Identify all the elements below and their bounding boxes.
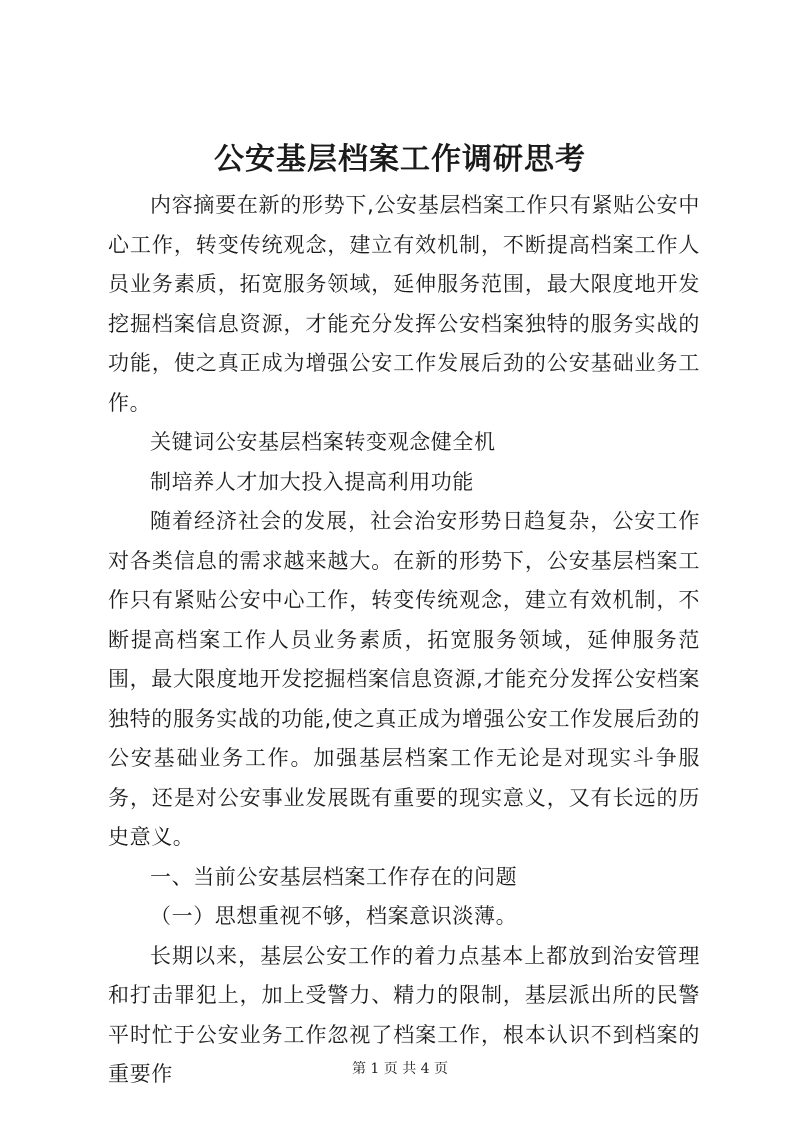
subsection-heading: （一）思想重视不够，档案意识淡薄。 — [150, 904, 518, 928]
section-heading: 一、当前公安基层档案工作存在的问题 — [150, 864, 518, 889]
abstract-paragraph: 内容摘要在新的形势下,公安基层档案工作只有紧贴公安中心工作，转变传统观念，建立有效机制，不断提高档案工作人员业务素质，拓宽服务领域，延伸服务范围，最大限度地开发挖掘档案信息资源，才能充分发挥公安档案独特的服务实战的功能，使之真正成为增强公安工作发展后劲的公安基础业务工作。 — [108, 193, 700, 415]
body-paragraph: 长期以来，基层公安工作的着力点基本上都放到治安管理和打击罪犯上，加上受警力、精力的限制，基层派出所的民警平时忙于公安业务工作忽视了档案工作，根本认识不到档案的重要作 — [108, 943, 700, 1086]
intro-paragraph: 随着经济社会的发展，社会治安形势日趋复杂，公安工作对各类信息的需求越来越大。在新的形势下，公安基层档案工作只有紧贴公安中心工作，转变传统观念，建立有效机制，不断提高档案工作人员业务素质，拓宽服务领域，延伸服务范围，最大限度地开发挖掘档案信息资源,才能充分发挥公安档案独特的服务实战的功能,使之真正成为增强公安工作发展后劲的公安基础业务工作。加强基层档案工作无论是对现实斗争服务，还是对公安事业发展既有重要的现实意义，又有长远的历史意义。 — [108, 509, 700, 849]
page-number-footer: 第 1 页 共 4 页 — [351, 1061, 449, 1077]
document-title: 公安基层档案工作调研思考 — [214, 142, 586, 177]
keywords-line-1: 关键词公安基层档案转变观念健全机 — [150, 430, 496, 454]
keywords-line-2: 制培养人才加大投入提高利用功能 — [150, 469, 474, 494]
document-body — [108, 186, 700, 1095]
